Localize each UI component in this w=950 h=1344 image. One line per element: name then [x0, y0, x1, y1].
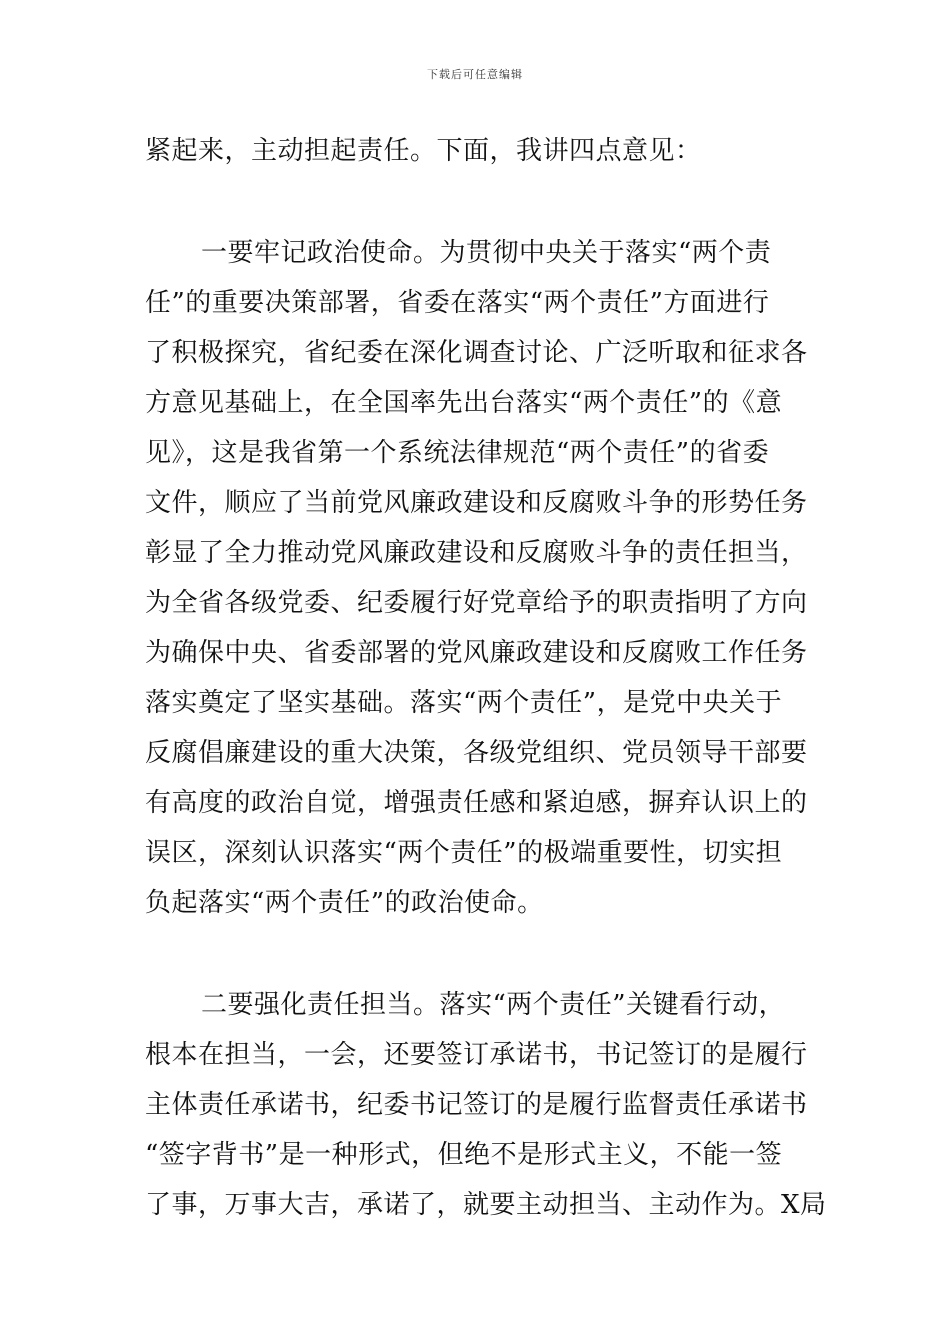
text-line: 负起落实“两个责任”的政治使命。 — [145, 888, 544, 918]
text-line: 彰显了全力推动党风廉政建设和反腐败斗争的责任担当， — [145, 538, 808, 568]
text-line: 反腐倡廉建设的重大决策，各级党组织、党员领导干部要 — [145, 738, 808, 768]
paragraph-gap — [145, 928, 813, 980]
paragraph-political-mission — [145, 228, 813, 928]
text-line: 为全省各级党委、纪委履行好党章给予的职责指明了方向 — [145, 588, 808, 618]
text-line: 了事，万事大吉，承诺了，就要主动担当、主动作为。X局 — [145, 1190, 827, 1220]
text-line: 误区，深刻认识落实“两个责任”的极端重要性，切实担 — [145, 838, 783, 868]
text-line: “签字背书”是一种形式，但绝不是形式主义，不能一签 — [145, 1140, 783, 1170]
text-line: 主体责任承诺书，纪委书记签订的是履行监督责任承诺书 — [145, 1090, 808, 1120]
text-line: 落实奠定了坚实基础。落实“两个责任”，是党中央关于 — [145, 688, 783, 718]
text-line: 二要强化责任担当。落实“两个责任”关键看行动， — [201, 990, 786, 1020]
intro-paragraph — [145, 126, 813, 176]
text-line: 根本在担当，一会，还要签订承诺书，书记签订的是履行 — [145, 1040, 808, 1070]
text-line: 方意见基础上，在全国率先出台落实“两个责任”的《意 — [145, 388, 783, 418]
text-line: 有高度的政治自觉，增强责任感和紧迫感，摒弃认识上的 — [145, 788, 808, 818]
page-header: 下载后可任意编辑 — [427, 68, 523, 81]
text-line: 了积极探究，省纪委在深化调查讨论、广泛听取和征求各 — [145, 338, 808, 368]
paragraph-responsibility — [145, 980, 827, 1230]
document-body — [145, 126, 827, 1230]
text-line: 见》，这是我省第一个系统法律规范“两个责任”的省委 — [145, 438, 770, 468]
text-line: 一要牢记政治使命。为贯彻中央关于落实“两个责 — [201, 238, 772, 268]
paragraph-gap — [145, 176, 813, 228]
text-line: 为确保中央、省委部署的党风廉政建设和反腐败工作任务 — [145, 638, 808, 668]
text-line: 文件，顺应了当前党风廉政建设和反腐败斗争的形势任务 — [145, 488, 808, 518]
text-line: 紧起来，主动担起责任。下面，我讲四点意见： — [145, 136, 702, 166]
text-line: 任”的重要决策部署，省委在落实“两个责任”方面进行 — [145, 288, 770, 318]
